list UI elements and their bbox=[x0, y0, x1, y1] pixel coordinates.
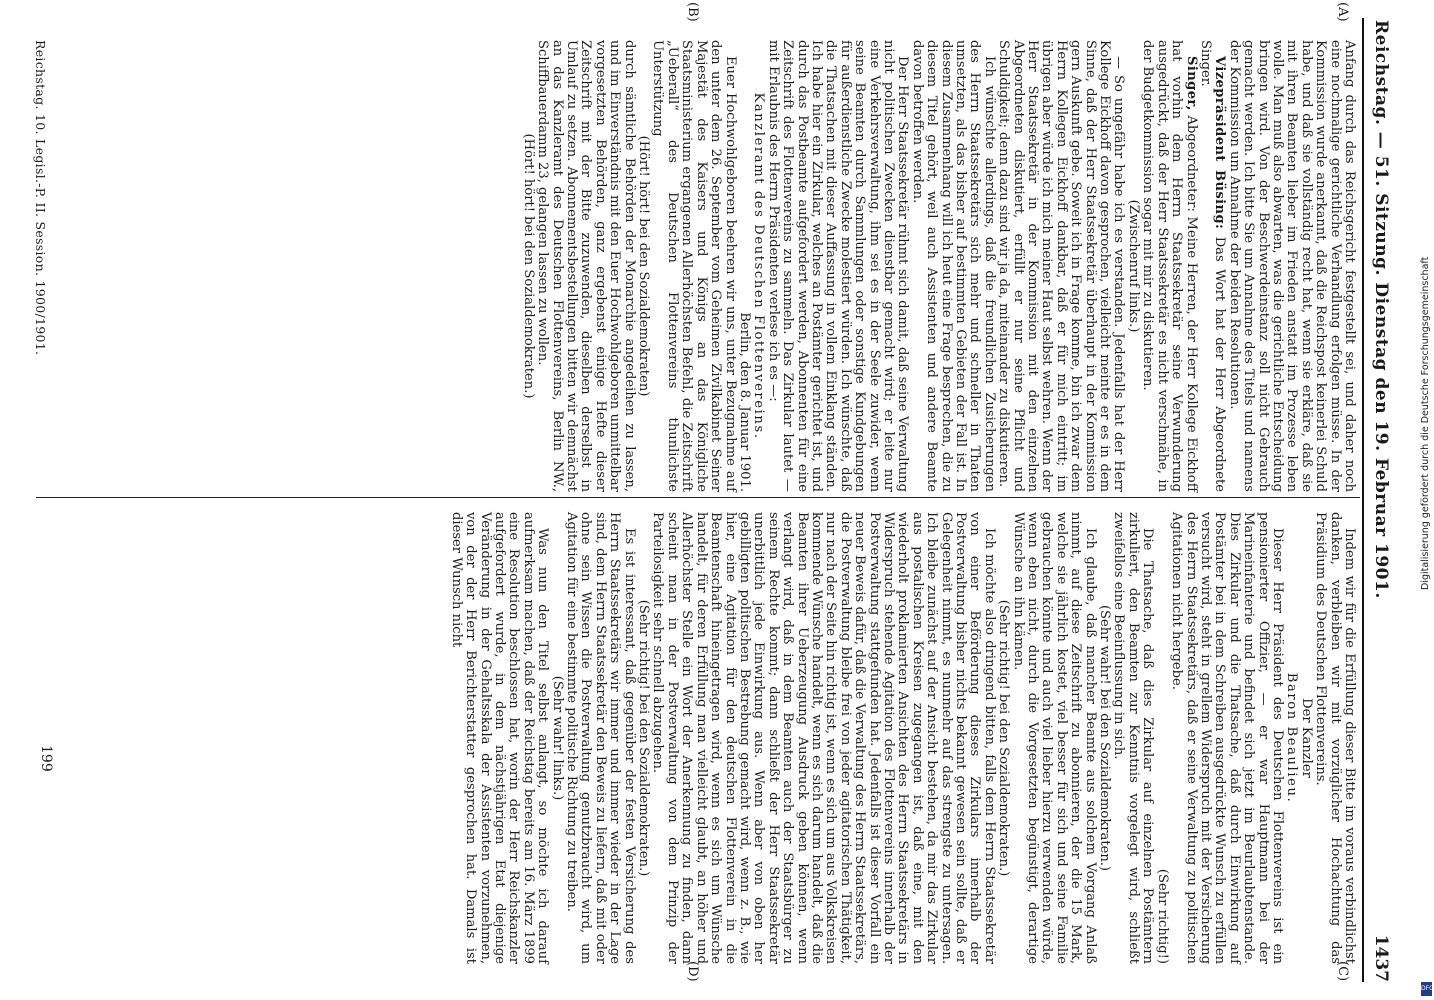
speaker-name: Singer, bbox=[1183, 56, 1199, 111]
right-column bbox=[448, 512, 1356, 964]
margin-mark-c: (C) bbox=[1335, 961, 1350, 982]
dfg-logo: DFG bbox=[1421, 982, 1432, 996]
paragraph-text: Das Wort hat der Herr Abgeordnete Singer. bbox=[1197, 40, 1228, 492]
paragraph bbox=[1198, 40, 1227, 492]
paragraph: Die Thatsache, daß dies Zirkular auf einzelnen Postämtern zirkuliert, den Beamten zur Kenntnis vorgelegt wird, schließt zweifellos eine Beeinflussung in sich. bbox=[1111, 512, 1156, 964]
letter-place-date: Berlin, den 8. Januar 1901. bbox=[736, 312, 752, 492]
letter-body: durch sämtliche Behörden der Monarchie angedeihen zu lassen, und im Einverständnis mit den Euer Hochwohlgeboren unmittelbar vorgesetzten Behörden, ganz ergebenst einige Hefte dieser Zeitschrift mit der Bitte zuzuwenden, dieselben derselbst in Umlauf zu setzen. Abonnementsbestellungen bitten wir demnächst an das Kanzleramt des Deutschen Flottenvereins, Berlin NW., Schiffbauerdamm 23, gelangen lassen zu wollen. bbox=[535, 40, 637, 492]
interjection: (Hört! hört! bei den Sozialdemokraten) bbox=[636, 135, 652, 397]
paragraph: Ich glaube, daß mancher Beamte aus solchem Vorgang Anlaß nimmt, auf diese Zeitschrift zu abonnieren, der die 15 Mark, welche sie jährlich kostet, viel besser für sich und seine Familie gebrauchen könnte und auch viel lieber hierzu verwenden würde, wenn eben nicht, durch die Vorgesetzten begünstigt, derartige Wünsche an ihn kämen. bbox=[1010, 512, 1098, 964]
page-header bbox=[1368, 20, 1394, 982]
paragraph: Anfang durch das Reichsgericht festgestellt sei, und daher noch eine nochmalige gerichtliche Verhandlung erfolgen müsse. In der Kommission wurde anerkannt, daß die Reichspost keinerlei Schuld habe, und daß sie vollständig recht hat, wenn sie erkläre, daß sie mit ihren Beamten lieber im Frieden anstatt im Prozesse leben wolle. Man muß also abwarten, was die gerichtliche Entscheidung bringen wird. Von der Beschwerdeinstanz soll nicht Gebrauch gemacht werden. Ich bitte Sie um Annahme des Titels und namens der Kommission um Annahme der beiden Resolutionen. bbox=[1226, 40, 1357, 492]
footer-page-number: 199 bbox=[38, 745, 54, 772]
paragraph: Ich möchte also dringend bitten, falls dem Herrn Staatssekretär von einer Beförderung dieses Zirkulars innerhalb der Postverwaltung bisher nichts bekannt gewesen sein sollte, daß er Gelegenheit nimmt, es nunmehr auf das strengste zu untersagen. Ich bleibe zunächst auf der Ansicht bestehen, da mir das Zirkular aus postalischen Kreisen zugegangen ist, daß eine, mit den wiederholt proklamierten Ansichten des Herrn Staatssekretärs in Widerspruch stehende Agitation des Flottenvereins innerhalb der Postverwaltung stattgefunden hat. Jedenfalls ist dieser Vorfall ein neuer Beweis dafür, daß die Verwaltung des Herrn Staatssekretärs, die Postverwaltung bleibe frei von jeder agitatorischen Thätigkeit, nur nach der Seite hin richtig ist, wenn es sich um aus Volkskreisen kommende Wünsche handelt, wenn es sich darum handelt, daß die Beamten ihrer Ueberzeugung Ausdruck geben können, wenn verlangt wird, daß in dem Beamten auch der Staatsbürger zu seinem Rechte kommt; dann schließt der Herr Staatssekretär unerbittlich jede Einwirkung aus. Wenn aber von oben her gebilligten politischen Bestrebung gemacht wird, wenn z. B., wie hier, eine Agitation für den deutschen Flottenverein in die Beamtenschaft hineingetragen wird, wenn es sich um Wünsche handelt, für deren Erfüllung man vielleicht glaubt, an höher und Allerhöchster Stelle ein Wort der Anerkennung zu finden, dann scheint man in der Postverwaltung von dem Prinzip der Parteilosigkeit sehr schnell abzugehen. bbox=[650, 512, 997, 964]
paragraph: Dieser Herr Präsident des Deutschen Flottenvereins ist ein pensionierter Offizier, — er war Hauptmann bei der Marineinfanterie und befindet sich jetzt im Beurlaubtenstande. Dies Zirkular und die Thatsache, daß durch Einwirkung auf Postämter bei in dem Schreiben ausgedrückte Wunsch zu erfüllen versucht wird, steht in grellem Widerspruch mit der Versicherung des Herrn Staatssekretärs, daß er seine Verwaltung zu politischen Agitationen nicht hergebe. bbox=[1169, 512, 1285, 964]
interjection: (Sehr wahr! links.) bbox=[549, 675, 565, 801]
paragraph: Es ist interessant, daß gegenüber der festen Versicherung des Herrn Staatssekretärs wir immer und immer wieder in der Lage sind, dem Herrn Staatssekretär den Beweis zu liefern, daß mit oder ohne sein Wissen die Postverwaltung genutzbraucht wird, um Agitation für eine bestimmte politische Richtung zu treiben. bbox=[564, 512, 637, 964]
column-divider bbox=[36, 497, 1360, 498]
paragraph: Was nun den Titel selbst anlangt, so möchte ich darauf aufmerksam machen, daß der Reichstag bereits am 16. März 1899 eine Resolution beschlossen hat, worin der Herr Reichskanzler aufgefordert wurde, in dem nächstjährigen Etat diejenige Veränderung in der Gehaltsskala der Assistenten vorzunehmen, von der der Herr Berichterstatter gesprochen hat. Damals ist dieser Wunsch nicht bbox=[448, 512, 551, 964]
margin-mark-b: (B) bbox=[685, 2, 700, 22]
letter-body: Euer Hochwohlgeboren beehren wir uns, unter Bezugnahme auf den unter dem 26. September vom Geheimen Zivilkabinet Seiner Majestät des Kaisers und Königs an das Königliche Staatsministerium ergangenen Allerhöchsten Befehl, die Zeitschrift „Ueberall“ des Deutschen Flottenvereins thunlichste Unterstützung bbox=[650, 40, 738, 492]
footer-session-info: Reichstag. 10. Legisl.-P. II. Session. 1900/1901. bbox=[33, 40, 48, 356]
letter-letterhead: Kanzleramt des Deutschen Flottenvereins. bbox=[751, 92, 767, 440]
interjection: (Hört! hört! bei den Sozialdemokraten.) bbox=[520, 133, 536, 399]
interjection: (Sehr wahr! bei den Sozialdemokraten.) bbox=[1097, 604, 1113, 872]
paragraph: Der Herr Staatssekretär rühmt sich damit, daß seine Verwaltung nicht politischen Zwecken dienstbar gemacht wird; er leite nur eine Verkehrsverwaltung, ihm sei es in der Seele zuwider, wenn seine Beamten durch Sammlungen oder sonstige Kundgebungen für außerdienstliche Zwecke molestiert würden. Ich wünschte, daß die Thatsachen mit dieser Auffassung in vollem Einklang ständen. Ich habe hier ein Zirkular, welches an Postämter gerichtet ist, und durch das Postbeamte aufgefordert werden, Abonnenten für eine Zeitschrift des Flottenvereins zu sammeln. Das Zirkular lautet — mit Erlaubnis des Herrn Präsidenten verlese ich es —: bbox=[765, 40, 911, 492]
paragraph: — So ungefähr habe ich es verstanden. Jedenfalls hat der Herr Kollege Eickhoff davon gesprochen, vielleicht meinte er es in dem Sinne, daß der Herr Staatssekretär überhaupt in der Kommission gern Auskunft gebe. Soweit ich in Frage komme, bin ich zwar dem Herrn Kollegen Eickhoff dankbar, daß er für mich eintritt; im übrigen aber würde ich mich meiner Haut selbst wehren. Wenn der Herr Staatssekretär in der Kommission mit den einzelnen Abgeordneten diskutiert, erfüllt er nur seine Pflicht und Schuldigkeit; denn dazu sind wir ja da, miteinander zu diskutieren. bbox=[996, 40, 1127, 492]
signature-title: Der Kanzler bbox=[1298, 698, 1314, 778]
interjection: (Sehr richtig! bei den Sozialdemokraten.) bbox=[636, 599, 652, 877]
signature-name: Baron Beaulieu. bbox=[1284, 672, 1300, 804]
margin-mark-d: (D) bbox=[685, 961, 700, 982]
header-rule bbox=[1362, 18, 1364, 982]
speaker-name: Vizepräsident Büsing: bbox=[1212, 56, 1228, 230]
paragraph-text: Abgeordneter: Meine Herren, der Herr Kollege Eickhoff hat vorhin dem Herrn Staatssekretär seine Verwunderung ausgedrückt, daß der Herr Staatssekretär es nicht verschmähe, in der Budgetkommission sogar mit mir zu diskutieren. bbox=[1140, 40, 1199, 492]
paragraph bbox=[1140, 40, 1198, 492]
interjection: (Sehr richtig!) bbox=[1154, 868, 1170, 964]
paragraph: Indem wir für die Erfüllung dieser Bitte im voraus verbindlichst danken, verbleiben wir mit vorzüglicher Hochachtung das Präsidium des Deutschen Flottenvereins. bbox=[1313, 512, 1357, 964]
left-column bbox=[520, 40, 1356, 492]
digitization-credit: Digitalisierung gefördert durch die Deutsche Forschungsgemeinschaft bbox=[1420, 256, 1431, 590]
margin-mark-a: (A) bbox=[1335, 2, 1350, 22]
interjection: (Zwischenruf links.) bbox=[1125, 199, 1141, 333]
header-page-number: 1437 bbox=[1371, 934, 1391, 982]
paragraph: Ich wünschte allerdings, daß die freundlichen Zusicherungen des Herrn Staatssekretärs sich mehr und schneller in Thaten umsetzten, als das bisher auf bestimmten Gebieten der Fall ist. In diesem Zusammenhang will ich heut eine Frage besprechen, die zu diesem Titel gehört, weil auch Assistenten und andere Beamte davon betroffen werden. bbox=[909, 40, 997, 492]
interjection: (Sehr richtig! bei den Sozialdemokraten.) bbox=[996, 599, 1012, 877]
header-title: Reichstag. — 51. Sitzung. Dienstag den 19. Februar 1901. bbox=[1371, 20, 1391, 599]
